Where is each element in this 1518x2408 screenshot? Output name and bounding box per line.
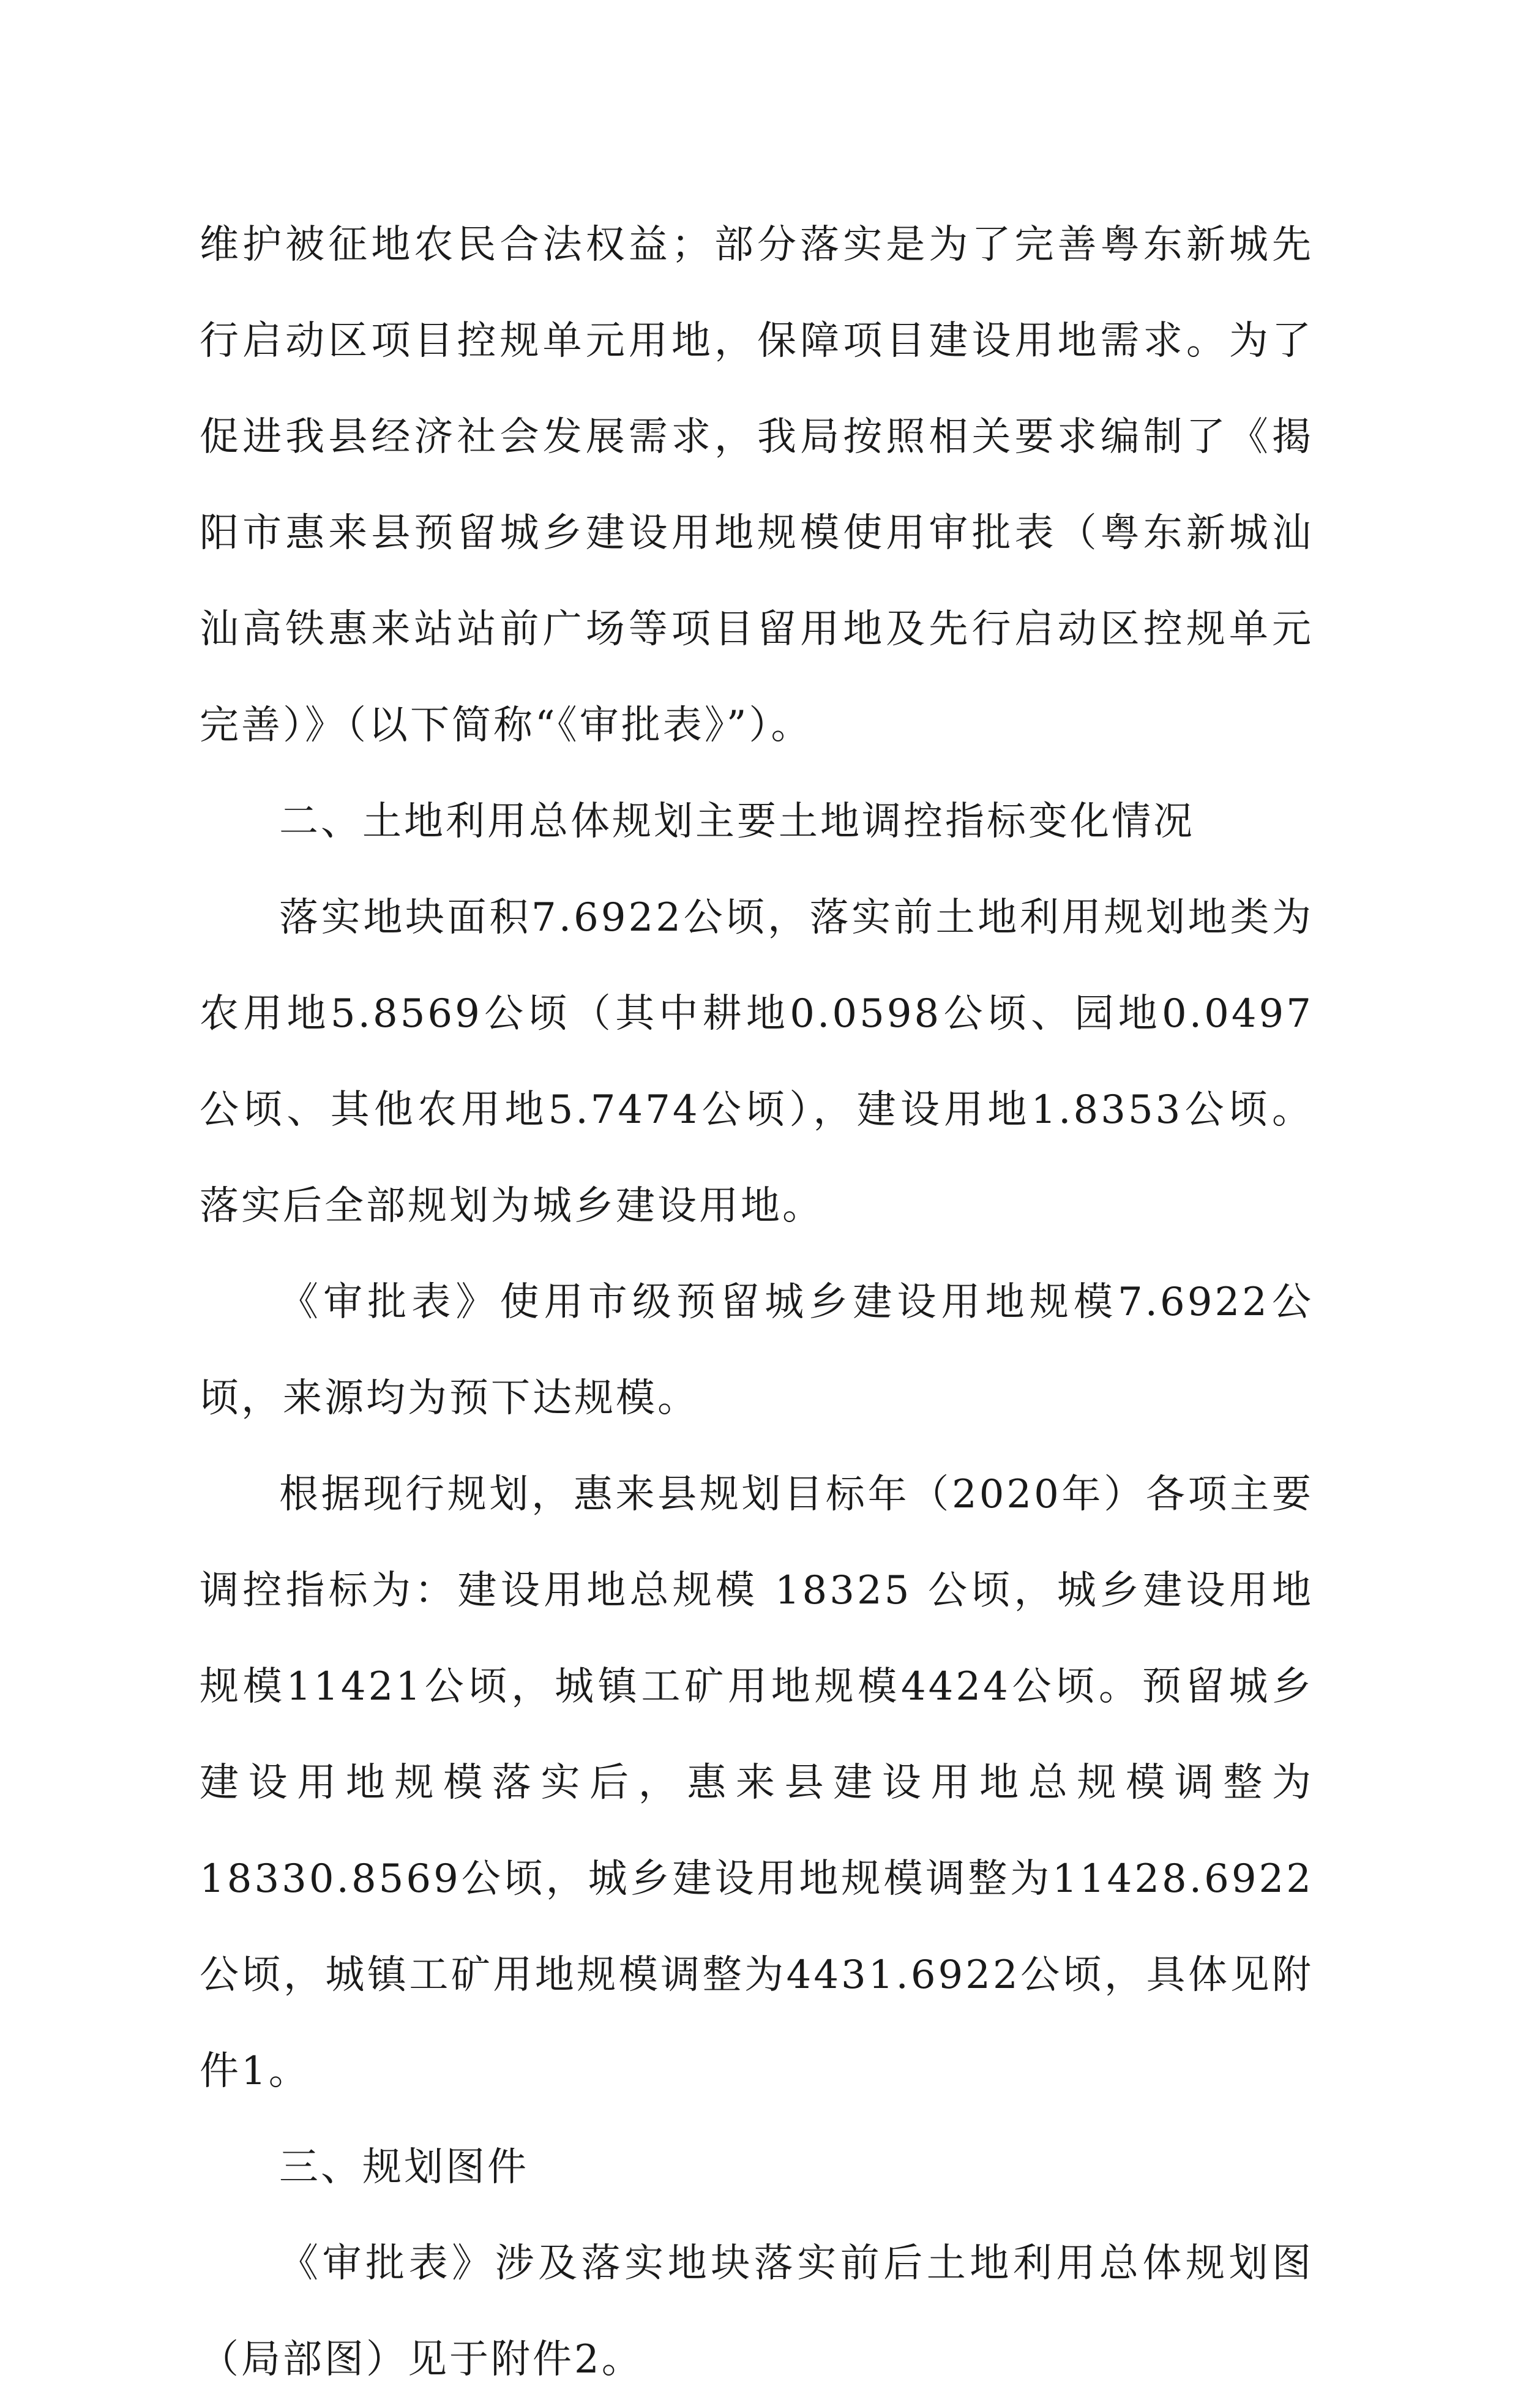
- paragraph-land-area: 落实地块面积7.6922公顷，落实前土地利用规划地类为农用地5.8569公顷（其中耕地0.0598公顷、园地0.0497公顷、其他农用地5.7474公顷），建设用地1.8353公顷。落实后全部规划为城乡建设用地。: [200, 895, 1314, 1229]
- paragraph-planning-maps: 《审批表》涉及落实地块落实前后土地利用总体规划图（局部图）见于附件2。: [200, 2241, 1314, 2382]
- paragraph-continuation: 维护被征地农民合法权益；部分落实是为了完善粤东新城先行启动区项目控规单元用地，保障项目建设用地需求。为了促进我县经济社会发展需求，我局按照相关要求编制了《揭阳市惠来县预留城乡建设用地规模使用审批表（粤东新城汕汕高铁惠来站站前广场等项目留用地及先行启动区控规单元完善）》（以下简称“《审批表》”）。: [200, 222, 1314, 748]
- paragraph-approval-usage: 《审批表》使用市级预留城乡建设用地规模7.6922公顷，来源均为预下达规模。: [200, 1280, 1314, 1421]
- section-heading-2: 二、土地利用总体规划主要土地调控指标变化情况: [279, 799, 1195, 844]
- paragraph-control-indicators: 根据现行规划，惠来县规划目标年（2020年）各项主要调控指标为：建设用地总规模 18325 公顷，城乡建设用地规模11421公顷，城镇工矿用地规模4424公顷。预留城乡建设用地规模落实后，惠来县建设用地总规模调整为18330.8569公顷，城乡建设用地规模调整为11428.6922公顷，城镇工矿用地规模调整为4431.6922公顷，具体见附件1。: [200, 1472, 1314, 2094]
- section-heading-3: 三、规划图件: [279, 2145, 529, 2190]
- document-body: [200, 197, 1314, 2408]
